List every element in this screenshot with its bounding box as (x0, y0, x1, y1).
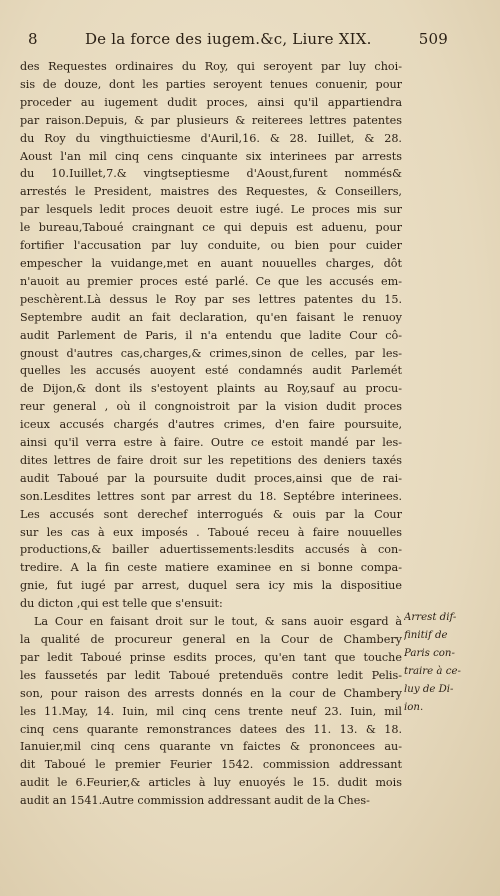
margin-note-line: traire à ce- (404, 665, 461, 677)
text-line: la qualité de procureur general en la Cour de Chambery (20, 633, 402, 646)
text-line: dites lettres de faire droit sur les repetitions des deniers taxés (20, 453, 402, 467)
margin-note-line: finitif de (404, 629, 448, 641)
text-line: audit Parlement de Paris, il n'a entendu que ladite Cour cô- (20, 328, 402, 342)
text-line: fortifier l'accusation par luy conduite, ou bien pour cuider (20, 239, 402, 253)
margin-note (404, 609, 466, 716)
text-line: proceder au iugement dudit proces, ainsi qu'il appartiendra (20, 95, 402, 109)
text-line: audit Taboué par la poursuite dudit proces,ainsi que de rai- (20, 471, 402, 485)
text-line: Ianuier,mil cinq cens quarante vn faictes & prononcees au- (20, 740, 402, 754)
margin-note-line: luy de Di- (404, 683, 454, 695)
text-line: sis de douze, dont les parties seroyent tenues conuenir, pour (20, 77, 402, 91)
text-line: n'auoit au premier proces esté parlé. Ce que les accusés em- (20, 274, 402, 288)
text-line: dit Taboué le premier Feurier 1542. commission addressant (20, 758, 402, 772)
text-line: gnie, fut iugé par arrest, duquel sera icy mis la dispositiue (20, 579, 402, 593)
text-line: audit an 1541.Autre commission addressant audit de la Ches- (20, 794, 370, 808)
text-line: du dicton ,qui est telle que s'ensuit: (20, 597, 223, 611)
main-text-block (20, 58, 402, 810)
text-line: arrestés le President, maistres des Requestes, & Conseillers, (20, 185, 402, 199)
page-number: 8 (28, 30, 38, 48)
text-line: les 11.May, 14. Iuin, mil cinq cens trente neuf 23. Iuin, mil (20, 704, 402, 718)
text-line: gnoust d'autres cas,charges,& crimes,sinon de celles, par les- (20, 346, 402, 360)
text-line: quelles les accusés auoyent esté condamnés audit Parlemét (20, 364, 402, 378)
text-line: empescher la vuidange,met en auant nouuelles charges, dôt (20, 256, 402, 270)
text-line: son.Lesdites lettres sont par arrest du 18. Septébre interinees. (20, 489, 402, 503)
text-line: productions,& bailler aduertissements:lesdits accusés à con- (20, 543, 402, 557)
text-line: peschèrent.Là dessus le Roy par ses lettres patentes du 15. (20, 292, 402, 306)
margin-note-line: Arrest dif- (404, 612, 457, 623)
text-line: ainsi qu'il verra estre à faire. Outre ce estoit mandé par les- (20, 436, 402, 450)
text-line: La Cour en faisant droit sur le tout, & sans auoir esgard à (34, 615, 402, 629)
text-line: Septembre audit an fait declaration, qu'en faisant le renuoy (20, 310, 402, 324)
running-title: De la force des iugem.&c, Liure XIX. (84, 30, 372, 48)
text-line: par ledit Taboué prinse esdits proces, qu'en tant que touche (20, 650, 402, 664)
text-line: par lesquels ledit proces deuoit estre iugé. Le proces mis sur (20, 203, 402, 217)
running-header (28, 30, 448, 48)
text-line: son, pour raison des arrests donnés en la cour de Chambery (20, 686, 402, 700)
text-line: reur general , où il congnoistroit par la vision dudit proces (20, 400, 402, 414)
margin-note-line: Paris con- (404, 647, 455, 659)
margin-note-line: ion. (404, 701, 424, 713)
text-line: du 10.Iuillet,7.& vingtseptiesme d'Aoust,furent nommés& (20, 167, 402, 181)
text-line: audit le 6.Feurier,& articles à luy enuoyés le 15. dudit mois (20, 776, 402, 790)
text-line: Aoust l'an mil cinq cens cinquante six interinees par arrests (20, 149, 402, 163)
text-line: tredire. A la fin ceste matiere examinee en si bonne compa- (20, 561, 402, 575)
text-line: cinq cens quarante remonstrances datees des 11. 13. & 18. (20, 722, 402, 736)
text-line: du Roy du vingthuictiesme d'Auril,16. & 28. Iuillet, & 28. (20, 131, 402, 145)
text-line: les faussetés par ledit Taboué pretenduës contre ledit Pelis- (20, 668, 402, 682)
text-line: Les accusés sont derechef interrogués & ouis par la Cour (20, 507, 402, 521)
text-line: le bureau,Taboué craingnant ce qui depuis est aduenu, pour (20, 221, 402, 235)
folio-number: 509 (418, 30, 448, 48)
text-line: iceux accusés chargés d'autres crimes, d'en faire poursuite, (20, 418, 402, 432)
text-line: sur les cas à eux imposés . Taboué receu à faire nouuelles (20, 525, 402, 539)
text-line: des Requestes ordinaires du Roy, qui seroyent par luy choi- (20, 60, 402, 73)
text-line: de Dijon,& dont ils s'estoyent plaints au Roy,sauf au procu- (20, 382, 402, 396)
text-line: par raison.Depuis, & par plusieurs & reiterees lettres patentes (20, 113, 402, 127)
